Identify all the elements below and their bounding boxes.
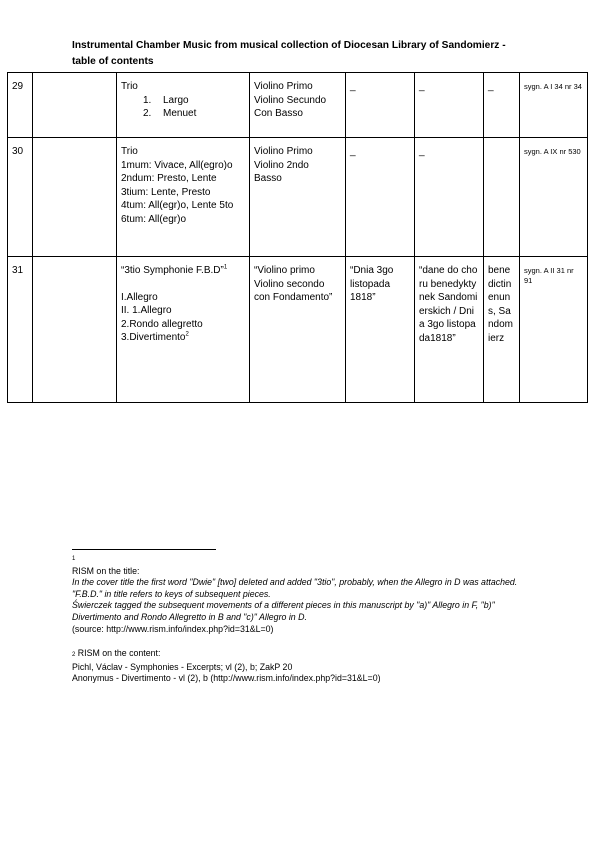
work-cell: “3tio Symphonie F.B.D”$^1$ I.Allegro II. 1.Allegro 2.Rondo allegretto 3.Divertimento$^2$	[117, 257, 250, 403]
owner-cell	[484, 138, 520, 257]
empty-cell	[33, 73, 117, 138]
footnote-text: Pichl, Václav - Symphonies - Excerpts; vl (2), b; ZakP 20	[72, 661, 293, 672]
signature-cell: sygn. A I 34 nr 34	[520, 73, 588, 138]
provenance-cell: _	[415, 73, 484, 138]
empty-cell	[33, 257, 117, 403]
footnote-source: (source: http://www.rism.info/index.php?id=31&L=0)	[72, 623, 274, 634]
signature-cell: sygn. A II 31 nr 91	[520, 257, 588, 403]
footnote-heading: RISM on the content:	[75, 648, 161, 659]
movement-item: 2. Menuet	[143, 108, 197, 120]
work-cell: Trio 1mum: Vivace, All(egro)o 2ndum: Presto, Lente 3tium: Lente, Presto 4tum: All(egr)o, Lente 5to 6tum: All(egr)o	[117, 138, 250, 257]
signature-cell: sygn. A IX nr 530	[520, 138, 588, 257]
footnote-separator	[72, 549, 216, 550]
row-number: 31	[8, 257, 33, 403]
footnote-text: Anonymus - Divertimento - vl (2), b (http://www.rism.info/index.php?id=31&L=0)	[72, 673, 381, 684]
footnote-mark: 1	[72, 556, 76, 562]
owner-cell: benedictinenuns, Sandomierz	[484, 257, 520, 403]
footnote-text: In the cover title the first word "Dwie" [two] deleted and added "3tio", probably, when the Allegro in D was attached.	[72, 577, 518, 588]
date-cell: _	[346, 73, 415, 138]
movement-item: 1. Largo	[143, 94, 189, 106]
row-number: 29	[8, 73, 33, 138]
table-row	[8, 257, 588, 403]
footnote-text: "F.B.D." in title refers to keys of subsequent pieces.	[72, 588, 271, 599]
empty-cell	[33, 138, 117, 257]
footnote-text: Świerczek tagged the subsequent movements of a different pieces in this manuscript by "a)" Allegro in F, "b)" Divertimento and Rondo Allegretto in B and "c)" Allegro in D.	[72, 600, 495, 622]
provenance-cell: _	[415, 138, 484, 257]
footnote-mark: 2	[72, 652, 76, 659]
work-title: Trio	[121, 81, 138, 92]
date-cell: “Dnia 3go listopada 1818”	[346, 257, 415, 403]
date-cell: _	[346, 138, 415, 257]
footnotes	[72, 554, 522, 685]
instruments-cell: “Violino primo Violino secondo con Fondamento”	[250, 257, 346, 403]
owner-cell: _	[484, 73, 520, 138]
row-number: 30	[8, 138, 33, 257]
work-cell	[117, 73, 250, 138]
instruments-cell: Violino Primo Violino Secundo Con Basso	[250, 73, 346, 138]
footnote-ref: 1	[223, 264, 228, 271]
table-row	[8, 138, 588, 257]
table-row	[8, 73, 588, 138]
provenance-cell: “dane do choru benedyktynek Sandomierskich / Dnia 3go listopada1818”	[415, 257, 484, 403]
page-title: Instrumental Chamber Music from musical collection of Diocesan Library of Sandomierz - table of contents	[72, 40, 506, 67]
instruments-cell: Violino Primo Violino 2ndo Basso	[250, 138, 346, 257]
footnote-ref: 2	[185, 332, 189, 339]
contents-table	[7, 72, 588, 403]
footnote-heading: RISM on the title:	[72, 565, 140, 576]
work-title: “3tio Symphonie F.B.D”	[121, 265, 224, 276]
